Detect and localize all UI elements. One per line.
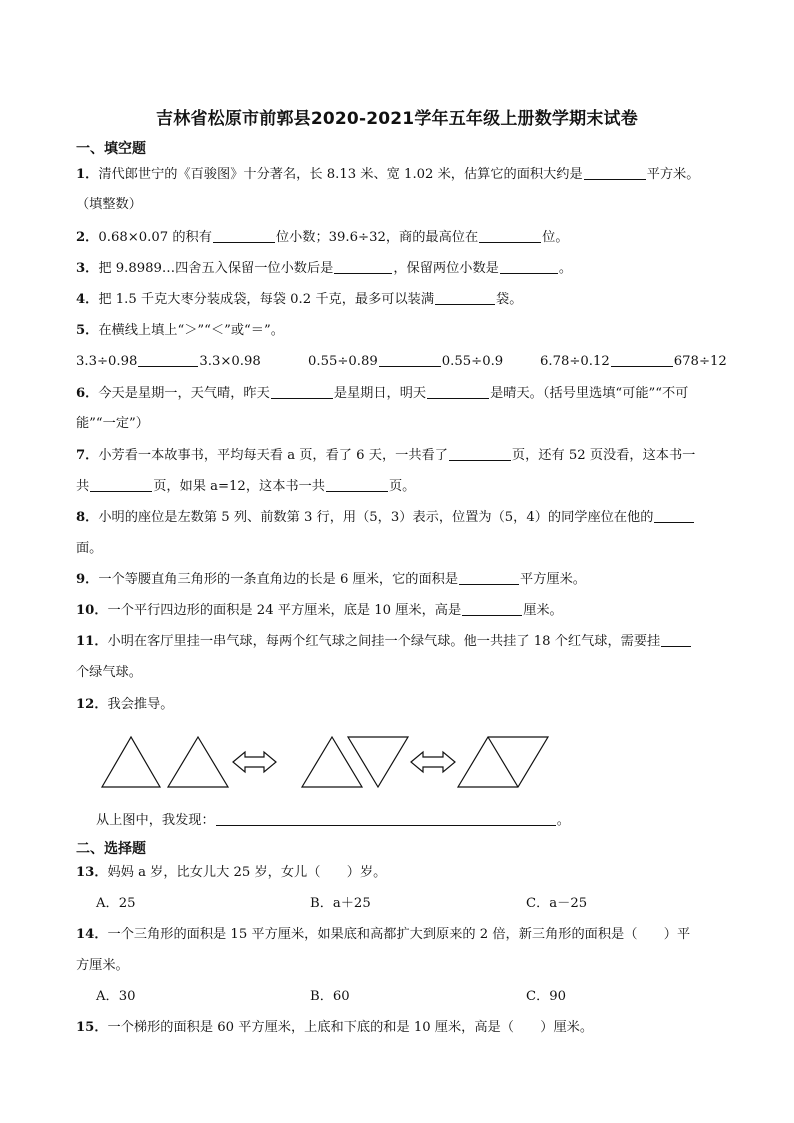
- comparison-left: 0.55÷0.89: [308, 354, 378, 369]
- question-text: 共: [76, 479, 90, 494]
- question-text: 页。: [388, 479, 416, 494]
- comparison-right: 0.55÷0.9: [441, 354, 504, 369]
- question-number: 12．: [76, 697, 108, 712]
- answer-blank[interactable]: [271, 384, 333, 399]
- derivation-figure: [96, 735, 576, 795]
- comparison-right: 678÷12: [673, 354, 727, 369]
- question-text: 厘米。: [523, 603, 563, 618]
- question-6-continued: [76, 414, 149, 434]
- question-number: 5．: [76, 323, 99, 338]
- question-text: 平方米。: [646, 167, 700, 182]
- question-4: [76, 290, 522, 310]
- question-9: [76, 570, 586, 590]
- question-text: 在横线上填上“＞”“＜”或“＝”。: [98, 323, 284, 338]
- question-text: 今天是星期一，天气晴，昨天: [98, 386, 270, 401]
- question-6: [76, 384, 688, 404]
- question-2: [76, 228, 569, 248]
- answer-blank[interactable]: [90, 477, 152, 492]
- question-text: 把 9.8989…四舍五入保留一位小数后是: [98, 261, 334, 276]
- question-text: 是星期日，明天: [333, 386, 427, 401]
- question-text: 妈妈 a 岁，比女儿大 25 岁，女儿（ ）岁。: [107, 865, 387, 880]
- double-arrow-icon: [233, 752, 276, 772]
- question-12-answer: [96, 811, 570, 831]
- answer-blank[interactable]: [138, 352, 198, 367]
- option-c[interactable]: C．90: [526, 989, 567, 1004]
- question-7: [76, 446, 695, 466]
- option-b[interactable]: B．60: [310, 989, 350, 1004]
- question-number: 11．: [76, 634, 108, 649]
- question-text: 一个梯形的面积是 60 平方厘米，上底和下底的和是 10 厘米，高是（ ）厘米。: [107, 1020, 594, 1035]
- question-text: 平方厘米。: [520, 572, 586, 587]
- question-1-continued: [76, 195, 142, 215]
- question-text: 。: [558, 261, 573, 276]
- answer-blank[interactable]: [584, 165, 646, 180]
- question-13-options: [76, 894, 636, 914]
- question-text: 个绿气球。: [76, 665, 142, 680]
- parallelogram-diagonal: [488, 737, 518, 787]
- question-number: 10．: [76, 603, 108, 618]
- question-text: 是晴天。（括号里选填“可能”“不可: [490, 386, 689, 401]
- question-text: ，保留两位小数是: [393, 261, 499, 276]
- question-1: [76, 165, 699, 185]
- question-text: 小明的座位是左数第 5 列、前数第 3 行，用（5，3）表示，位置为（5，4）的同学座位在他的: [98, 510, 654, 525]
- triangle-shape: [102, 737, 160, 787]
- question-text: 我会推导。: [107, 697, 174, 712]
- question-number: 2．: [76, 230, 99, 245]
- double-arrow-icon: [411, 752, 455, 772]
- question-number: 13．: [76, 865, 108, 880]
- option-a[interactable]: A．30: [96, 989, 136, 1004]
- question-text: 清代郎世宁的《百骏图》十分著名，长 8.13 米、宽 1.02 米，估算它的面积大约是: [98, 167, 583, 182]
- question-11: [76, 632, 692, 652]
- question-5-comparisons: [76, 352, 726, 372]
- section-heading-fill-in: 一、填空题: [76, 141, 146, 157]
- question-number: 6．: [76, 386, 99, 401]
- question-8: [76, 508, 695, 528]
- question-text: 页，还有 52 页没看，这本书一: [511, 448, 696, 463]
- answer-blank[interactable]: [326, 477, 388, 492]
- answer-blank[interactable]: [435, 290, 495, 305]
- question-text: 0.68×0.07 的积有: [98, 230, 212, 245]
- question-text: 页，如果 a=12，这本书一共: [153, 479, 325, 494]
- question-number: 1．: [76, 167, 99, 182]
- question-11-continued: [76, 663, 142, 683]
- question-text: 面。: [76, 541, 103, 556]
- answer-blank[interactable]: [379, 352, 441, 367]
- comparison-1: [76, 352, 261, 372]
- answer-blank[interactable]: [427, 384, 489, 399]
- comparison-2: [308, 352, 503, 372]
- answer-blank[interactable]: [449, 446, 511, 461]
- question-3: [76, 259, 572, 279]
- question-number: 8．: [76, 510, 99, 525]
- answer-blank[interactable]: [654, 508, 694, 523]
- question-number: 3．: [76, 261, 99, 276]
- page-title: 吉林省松原市前郭县2020-2021学年五年级上册数学期末试卷: [156, 109, 638, 129]
- question-note: （填整数）: [76, 197, 142, 212]
- question-8-continued: [76, 539, 102, 559]
- answer-blank[interactable]: [334, 259, 392, 274]
- answer-blank[interactable]: [213, 228, 275, 243]
- question-7-continued: [76, 477, 415, 497]
- comparison-right: 3.3×0.98: [199, 354, 261, 369]
- question-text: 一个等腰直角三角形的一条直角边的长是 6 厘米，它的面积是: [98, 572, 459, 587]
- question-text: 从上图中，我发现：: [96, 813, 215, 828]
- question-text: 位小数；39.6÷32，商的最高位在: [275, 230, 479, 245]
- answer-blank[interactable]: [611, 352, 673, 367]
- question-text: 位。: [542, 230, 569, 245]
- question-14: [76, 925, 690, 945]
- question-14-continued: [76, 956, 129, 976]
- question-text: 方厘米。: [76, 958, 129, 973]
- option-b[interactable]: B．a＋25: [310, 896, 371, 911]
- answer-blank[interactable]: [462, 601, 522, 616]
- question-5: [76, 321, 284, 341]
- question-text: 小明在客厅里挂一串气球，每两个红气球之间挂一个绿气球。他一共挂了 18 个红气球，需要挂: [107, 634, 661, 649]
- answer-blank[interactable]: [459, 570, 519, 585]
- question-text: 。: [556, 813, 570, 828]
- question-15: [76, 1018, 593, 1038]
- question-number: 7．: [76, 448, 99, 463]
- question-text: 把 1.5 千克大枣分装成袋，每袋 0.2 千克，最多可以装满: [98, 292, 435, 307]
- answer-blank[interactable]: [500, 259, 558, 274]
- question-text: 小芳看一本故事书，平均每天看 a 页，看了 6 天，一共看了: [98, 448, 448, 463]
- question-10: [76, 601, 563, 621]
- question-12: [76, 695, 173, 715]
- question-number: 14．: [76, 927, 108, 942]
- question-text: 能”“一定”）: [76, 416, 149, 431]
- comparison-3: [540, 352, 727, 372]
- answer-blank[interactable]: [216, 811, 556, 826]
- question-text: 一个平行四边形的面积是 24 平方厘米，底是 10 厘米，高是: [107, 603, 462, 618]
- comparison-left: 6.78÷0.12: [540, 354, 610, 369]
- question-text: 一个三角形的面积是 15 平方厘米，如果底和高都扩大到原来的 2 倍，新三角形的面积是（ ）平: [107, 927, 691, 942]
- answer-blank[interactable]: [661, 632, 691, 647]
- question-13: [76, 863, 386, 883]
- question-text: 袋。: [496, 292, 523, 307]
- answer-blank[interactable]: [479, 228, 541, 243]
- option-c[interactable]: C．a－25: [526, 896, 588, 911]
- question-number: 15．: [76, 1020, 108, 1035]
- question-14-options: [76, 987, 636, 1007]
- triangle-shape: [168, 737, 228, 787]
- comparison-left: 3.3÷0.98: [76, 354, 138, 369]
- question-number: 4．: [76, 292, 99, 307]
- section-heading-multiple-choice: 二、选择题: [76, 841, 146, 857]
- option-a[interactable]: A．25: [96, 896, 136, 911]
- question-number: 9．: [76, 572, 99, 587]
